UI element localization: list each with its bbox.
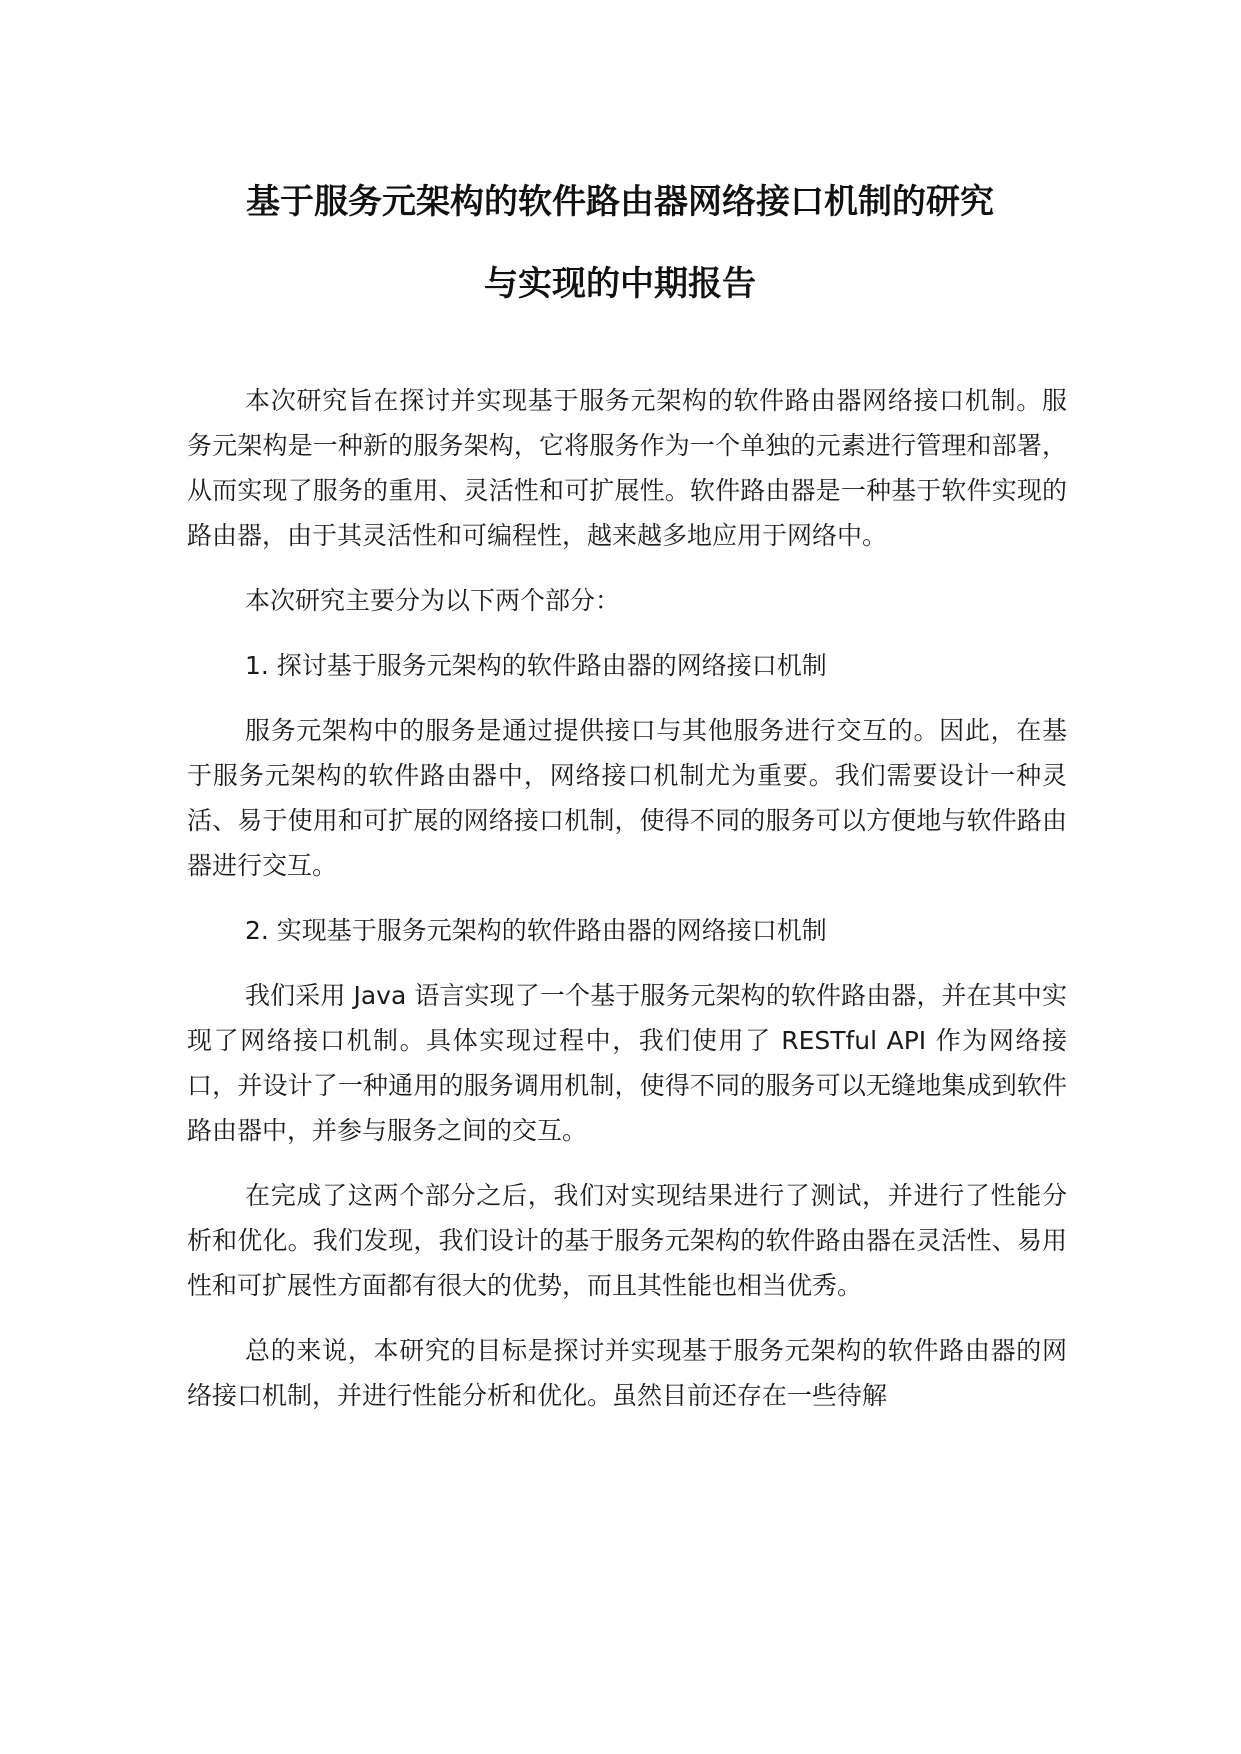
document-title-line-2: 与实现的中期报告 <box>484 264 756 304</box>
paragraph-part-1-body: 服务元架构中的服务是通过提供接口与其他服务进行交互的。因此，在基于服务元架构的软件路由器中，网络接口机制尤为重要。我们需要设计一种灵活、易于使用和可扩展的网络接口机制，使得不同的服务可以方便地与软件路由器进行交互。 <box>187 716 1067 880</box>
paragraph-part-2-heading: 2. 实现基于服务元架构的软件路由器的网络接口机制 <box>245 916 827 945</box>
paragraph-parts-intro: 本次研究主要分为以下两个部分： <box>245 586 621 615</box>
paragraph-part-2-body: 我们采用 Java 语言实现了一个基于服务元架构的软件路由器，并在其中实现了网络接口机制。具体实现过程中，我们使用了 RESTful API 作为网络接口，并设计了一种通用的服务调用机制，使得不同的服务可以无缝地集成到软件路由器中，并参与服务之间的交互。 <box>187 981 1067 1145</box>
paragraph-testing: 在完成了这两个部分之后，我们对实现结果进行了测试，并进行了性能分析和优化。我们发现，我们设计的基于服务元架构的软件路由器在灵活性、易用性和可扩展性方面都有很大的优势，而且其性能也相当优秀。 <box>187 1181 1067 1300</box>
paragraph-intro: 本次研究旨在探讨并实现基于服务元架构的软件路由器网络接口机制。服务元架构是一种新的服务架构，它将服务作为一个单独的元素进行管理和部署，从而实现了服务的重用、灵活性和可扩展性。软件路由器是一种基于软件实现的路由器，由于其灵活性和可编程性，越来越多地应用于网络中。 <box>187 386 1067 550</box>
paragraph-part-1-heading: 1. 探讨基于服务元架构的软件路由器的网络接口机制 <box>245 651 827 680</box>
document-body <box>187 378 1067 1438</box>
document-title-line-1: 基于服务元架构的软件路由器网络接口机制的研究 <box>246 182 994 222</box>
paragraph-summary: 总的来说，本研究的目标是探讨并实现基于服务元架构的软件路由器的网络接口机制，并进行性能分析和优化。虽然目前还存在一些待解 <box>187 1336 1067 1410</box>
